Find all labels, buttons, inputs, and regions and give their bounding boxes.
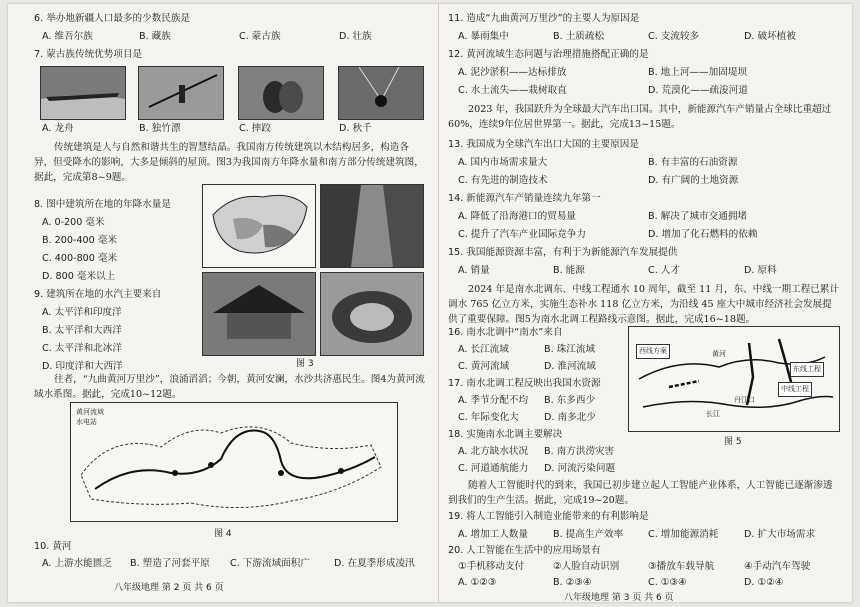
paragraph-architecture: 传统建筑是人与自然和谐共生的智慧结晶。我国南方传统建筑以木结构居多，构造各异，但受降水的影响，大多是倾斜的屋顶。图3为我国南方年降水量和南方部分传统建筑图，据此，完成第8~9题。 xyxy=(34,142,424,183)
q11-option-d[interactable]: D. 破坏植被 xyxy=(744,31,796,42)
q13-option-a[interactable]: A. 国内市场需求量大 xyxy=(458,157,548,168)
q19-option-d[interactable]: D. 扩大市场需求 xyxy=(744,529,816,540)
q20-option-b[interactable]: B. ②③④ xyxy=(553,577,592,588)
q16-stem: 16. 南水北调中“南水”来自 xyxy=(448,327,563,338)
q10-option-a[interactable]: A. 上游水能匮乏 xyxy=(42,558,113,569)
danjiangkou-label: 丹江口 xyxy=(734,396,755,404)
swing-photo xyxy=(338,66,424,120)
q19-option-b[interactable]: B. 提高生产效率 xyxy=(553,529,624,540)
q17-option-b[interactable]: B. 东多西少 xyxy=(544,395,596,406)
q13-option-b[interactable]: B. 有丰富的石油资源 xyxy=(648,157,738,168)
q10-option-b[interactable]: B. 塑造了河套平原 xyxy=(130,558,210,569)
yangtze-river-label: 长江 xyxy=(706,410,720,418)
q6-option-c[interactable]: C. 蒙古族 xyxy=(239,31,281,42)
q20-item-4: ④手动汽车驾驶 xyxy=(744,561,811,572)
wrestling-photo xyxy=(238,66,324,120)
q13-option-d[interactable]: D. 有广阔的土地资源 xyxy=(648,175,739,186)
q15-option-b[interactable]: B. 能源 xyxy=(553,265,585,276)
q14-option-b[interactable]: B. 解决了城市交通拥堵 xyxy=(648,211,748,222)
middle-route-label: 中线工程 xyxy=(778,382,812,397)
q20-option-a[interactable]: A. ①②③ xyxy=(458,577,497,588)
q19-stem: 19. 将人工智能引入制造业能带来的有利影响是 xyxy=(448,511,649,522)
q19-option-c[interactable]: C. 增加能源消耗 xyxy=(648,529,719,540)
q7-option-a[interactable]: A. 龙舟 xyxy=(42,123,74,134)
q17-option-d[interactable]: D. 南多北少 xyxy=(544,412,596,423)
q15-option-c[interactable]: C. 人才 xyxy=(648,265,680,276)
dragon-boat-photo xyxy=(40,66,126,120)
q14-option-c[interactable]: C. 提升了汽车产业国际竞争力 xyxy=(458,229,586,240)
q7-option-d[interactable]: D. 秋千 xyxy=(339,123,372,134)
q11-option-a[interactable]: A. 暴雨集中 xyxy=(458,31,509,42)
q8-stem: 8. 图中建筑所在地的年降水量是 xyxy=(34,199,171,210)
q9-option-a[interactable]: A. 太平洋和印度洋 xyxy=(42,307,122,318)
q14-stem: 14. 新能源汽车产销量连续九年第一 xyxy=(448,193,601,204)
water-diversion-map xyxy=(628,326,840,432)
q18-option-c[interactable]: C. 河道通航能力 xyxy=(458,463,529,474)
right-footer: 八年级地理 第 3 页 共 6 页 xyxy=(564,593,674,603)
q10-option-d[interactable]: D. 在夏季形成凌汛 xyxy=(334,558,415,569)
q10-option-c[interactable]: C. 下游流域面积广 xyxy=(230,558,310,569)
q9-option-d[interactable]: D. 印度洋和大西洋 xyxy=(42,361,123,372)
q11-option-c[interactable]: C. 支流较多 xyxy=(648,31,700,42)
q7-option-c[interactable]: C. 摔跤 xyxy=(239,123,271,134)
q6-stem: 6. 举办地新疆人口最多的少数民族是 xyxy=(34,13,191,24)
legend-station: 水电站 xyxy=(76,418,97,426)
q16-option-d[interactable]: D. 淮河流域 xyxy=(544,361,596,372)
legend-basin: 黄河流域 xyxy=(76,408,104,416)
q20-item-1: ①手机移动支付 xyxy=(458,561,525,572)
q20-stem: 20. 人工智能在生活中的应用场景有 xyxy=(448,545,601,556)
q18-option-d[interactable]: D. 河流污染问题 xyxy=(544,463,616,474)
q13-option-c[interactable]: C. 有先进的制造技术 xyxy=(458,175,548,186)
q16-option-a[interactable]: A. 长江流域 xyxy=(458,344,509,355)
q20-option-c[interactable]: C. ①③④ xyxy=(648,577,687,588)
q19-option-a[interactable]: A. 增加工人数量 xyxy=(458,529,529,540)
paragraph-water-diversion: 2024 年是南水北调东、中线工程通水 10 周年，截至 11 月，东、中线一期工程已累计调水 765 亿立方米，实施生态补水 118 亿立方米，为沿线 45 座大中城市经济社会发展提供了重要保障。图5为南水北调工程路线示意图。据此，完成16~18题。 xyxy=(448,284,840,325)
paragraph-ai: 随着人工智能时代的到来，我国已初步建立起人工智能产业体系，人工智能已逐渐渗透到我们的生产生活。据此，完成19~20题。 xyxy=(448,480,833,506)
yellow-river-map xyxy=(70,402,398,522)
alley-building-photo xyxy=(320,184,424,268)
tulou-photo xyxy=(320,272,424,356)
q10-stem: 10. 黄河 xyxy=(34,541,72,552)
q12-option-c[interactable]: C. 水土流失——栽树取直 xyxy=(458,85,567,96)
exam-sheet xyxy=(8,4,852,602)
q8-option-c[interactable]: C. 400-800 毫米 xyxy=(42,253,118,264)
figure3-caption: 图 3 xyxy=(296,359,314,369)
left-footer: 八年级地理 第 2 页 共 6 页 xyxy=(114,583,224,593)
q16-option-b[interactable]: B. 珠江流域 xyxy=(544,344,596,355)
yellow-river-label: 黄河 xyxy=(712,350,726,358)
q16-option-c[interactable]: C. 黄河流域 xyxy=(458,361,510,372)
q11-option-b[interactable]: B. 土质疏松 xyxy=(553,31,605,42)
q8-option-a[interactable]: A. 0-200 毫米 xyxy=(42,217,105,228)
q14-option-a[interactable]: A. 降低了沿海港口的贸易量 xyxy=(458,211,577,222)
q13-stem: 13. 我国成为全球汽车出口大国的主要原因是 xyxy=(448,139,639,150)
figure5-caption: 图 5 xyxy=(724,437,742,447)
q20-option-d[interactable]: D. ①②④ xyxy=(744,577,784,588)
q9-option-b[interactable]: B. 太平洋和大西洋 xyxy=(42,325,122,336)
q15-option-d[interactable]: D. 原料 xyxy=(744,265,777,276)
q12-option-a[interactable]: A. 泥沙淤积——达标排放 xyxy=(458,67,567,78)
precipitation-map xyxy=(202,184,316,268)
q17-stem: 17. 南水北调工程反映出我国水资源 xyxy=(448,378,601,389)
stilt-house-photo xyxy=(202,272,316,356)
q14-option-d[interactable]: D. 增加了化石燃料的依赖 xyxy=(648,229,758,240)
q18-option-b[interactable]: B. 南方洪涝灾害 xyxy=(544,446,615,457)
q6-option-a[interactable]: A. 维吾尔族 xyxy=(42,31,93,42)
q6-option-d[interactable]: D. 壮族 xyxy=(339,31,372,42)
page-divider xyxy=(438,4,439,602)
q8-option-d[interactable]: D. 800 毫米以上 xyxy=(42,271,116,282)
q6-option-b[interactable]: B. 藏族 xyxy=(139,31,171,42)
q20-item-2: ②人脸自动识别 xyxy=(553,561,620,572)
q12-option-d[interactable]: D. 荒漠化——疏浚河道 xyxy=(648,85,748,96)
q12-option-b[interactable]: B. 地上河——加固堤坝 xyxy=(648,67,748,78)
q12-stem: 12. 黄河流域生态问题与治理措施搭配正确的是 xyxy=(448,49,649,60)
q17-option-c[interactable]: C. 年际变化大 xyxy=(458,412,519,423)
q18-option-a[interactable]: A. 北方缺水状况 xyxy=(458,446,529,457)
eastern-route-label: 东线工程 xyxy=(790,362,824,377)
q9-stem: 9. 建筑所在地的水汽主要来自 xyxy=(34,289,162,300)
q15-stem: 15. 我国能源资源丰富，有利于为新能源汽车发展提供 xyxy=(448,247,678,258)
figure4-caption: 图 4 xyxy=(214,529,232,539)
western-route-label: 西线方案 xyxy=(636,344,670,359)
paragraph-auto-export: 2023 年，我国跃升为全球最大汽车出口国。其中，新能源汽车产销量占全球比重超过60%，连续9年位居世界第一。据此，完成13~15题。 xyxy=(448,104,832,130)
single-bamboo-rafting-photo xyxy=(138,66,224,120)
q17-option-a[interactable]: A. 季节分配不均 xyxy=(458,395,529,406)
q18-stem: 18. 实施南水北调主要解决 xyxy=(448,429,563,440)
q9-option-c[interactable]: C. 太平洋和北冰洋 xyxy=(42,343,122,354)
q11-stem: 11. 造成“九曲黄河万里沙”的主要人为原因是 xyxy=(448,13,640,24)
q7-stem: 7. 蒙古族传统优势项目是 xyxy=(34,49,143,60)
q20-item-3: ③播放车载导航 xyxy=(648,561,715,572)
q15-option-a[interactable]: A. 销量 xyxy=(458,265,490,276)
paragraph-yellow-river: 往者，“九曲黄河万里沙”，浪涌滔滔；今朝，黄河安澜，水沙共济惠民生。图4为黄河流域水系图。据此，完成10~12题。 xyxy=(34,374,425,400)
q8-option-b[interactable]: B. 200-400 毫米 xyxy=(42,235,118,246)
q7-option-b[interactable]: B. 独竹漂 xyxy=(139,123,181,134)
